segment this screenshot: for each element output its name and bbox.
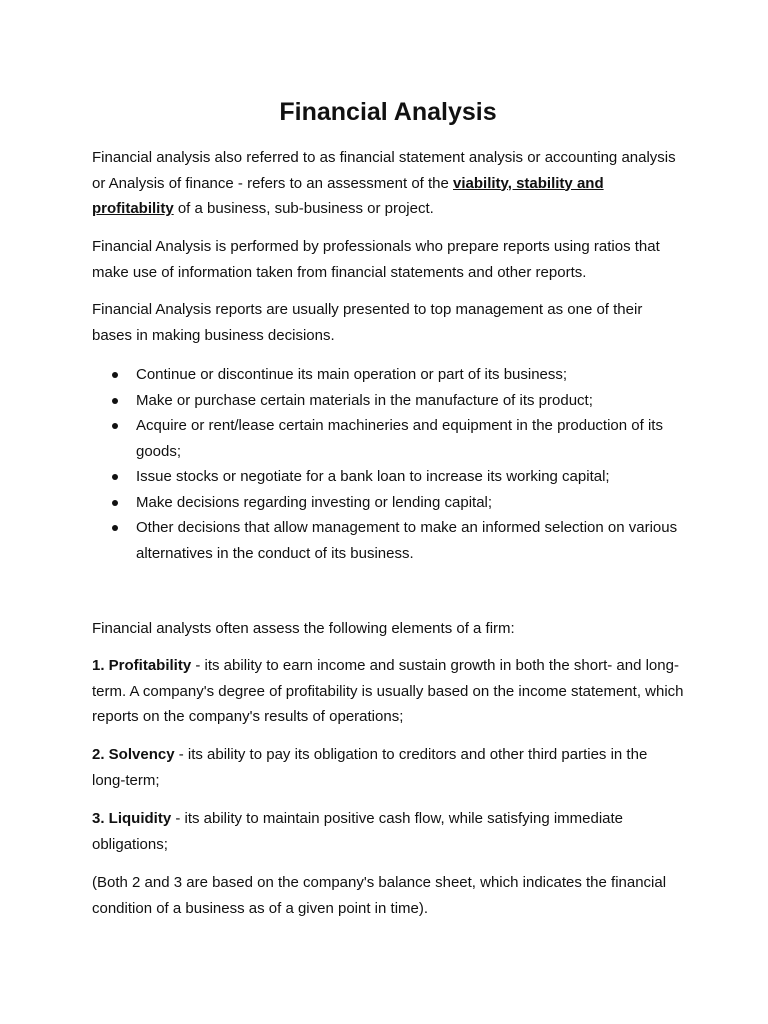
intro-paragraph [92, 145, 684, 222]
liquidity-text: - its ability to maintain positive cash flow, while satisfying immediate obligations; [92, 810, 624, 853]
bullet-icon [112, 398, 118, 404]
liquidity-paragraph [92, 806, 684, 857]
list-item-text: Acquire or rent/lease certain machineries and equipment in the production of its goods; [136, 417, 663, 460]
solvency-paragraph [92, 742, 684, 793]
list-item [92, 413, 684, 464]
list-item-text: Continue or discontinue its main operation or part of its business; [136, 366, 568, 383]
bullet-icon [112, 525, 118, 531]
bullet-icon [112, 372, 118, 378]
list-item-text: Other decisions that allow management to make an informed selection on various alternatives in the conduct of its business. [136, 519, 678, 562]
profitability-paragraph [92, 653, 684, 730]
solvency-label: 2. Solvency [92, 746, 175, 763]
elements-intro: Financial analysts often assess the following elements of a firm: [92, 620, 515, 637]
closing-paragraph: (Both 2 and 3 are based on the company's balance sheet, which indicates the financial condition of a business as of a given point in time). [92, 874, 667, 917]
decisions-list [92, 362, 684, 566]
list-item [92, 464, 684, 490]
profitability-label: 1. Profitability [92, 657, 192, 674]
intro-text-2: of a business, sub-business or project. [173, 200, 434, 217]
profitability-text: - its ability to earn income and sustain growth in both the short- and long-term. A company's degree of profitability is usually based on the income statement, which reports on the company's results of operations; [92, 657, 684, 725]
intro-text-1: Financial analysis also referred to as financial statement analysis or accounting analysis or Analysis of finance - refers to an assessment of the [92, 149, 676, 192]
reports-paragraph: Financial Analysis reports are usually presented to top management as one of their bases in making business decisions. [92, 301, 643, 344]
bullet-icon [112, 474, 118, 480]
bullet-icon [112, 500, 118, 506]
list-item-text: Issue stocks or negotiate for a bank loan to increase its working capital; [136, 468, 610, 485]
liquidity-label: 3. Liquidity [92, 810, 172, 827]
list-item-text: Make decisions regarding investing or lending capital; [136, 493, 493, 511]
list-item [92, 490, 684, 516]
performed-paragraph: Financial Analysis is performed by professionals who prepare reports using ratios that make use of information taken from financial statements and other reports. [92, 238, 660, 281]
document-title: Financial Analysis [279, 98, 497, 126]
list-item [92, 388, 684, 414]
list-item [92, 515, 684, 566]
list-item [92, 362, 684, 388]
bullet-icon [112, 423, 118, 429]
solvency-text: - its ability to pay its obligation to creditors and other third parties in the long-term; [92, 746, 648, 789]
intro-emphasis: viability, stability and profitability [92, 174, 604, 217]
list-item-text: Make or purchase certain materials in the manufacture of its product; [136, 391, 593, 409]
